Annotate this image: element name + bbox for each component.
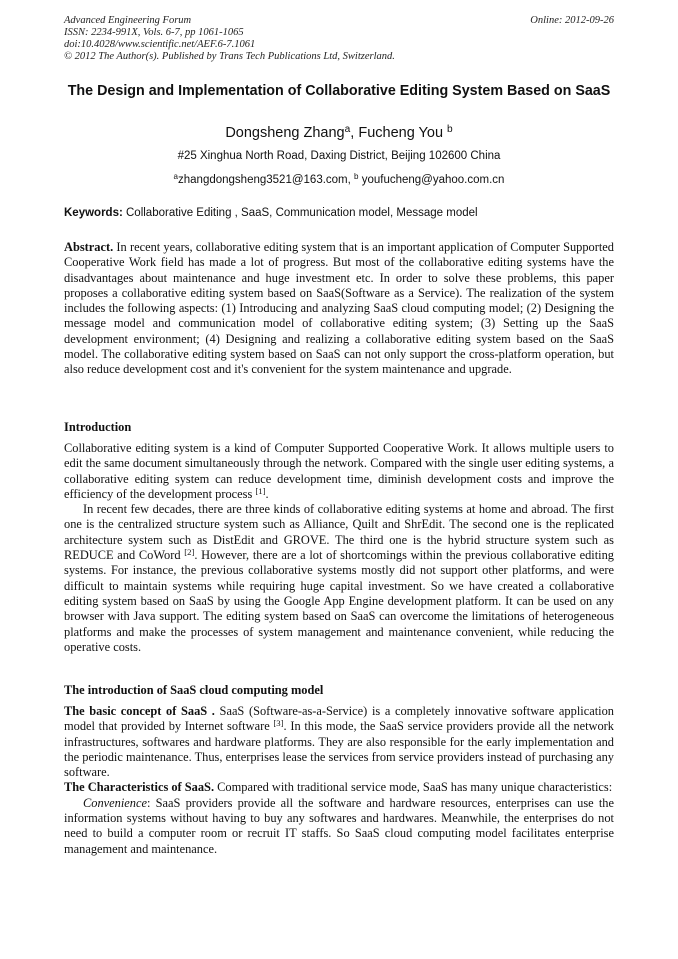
paragraph-text: . In this mode, the SaaS service providers provide all the network infrastructures, softwares and hardware platforms. They are also responsible for the early implementation and the periodic maintenance. Thus, enterprises lease the services from service providers instead of purchasing any software.	[64, 719, 615, 780]
introduction-body	[64, 441, 614, 655]
paragraph	[64, 502, 614, 655]
italic-term: Convenience	[83, 795, 147, 810]
author-address: #25 Xinghua North Road, Daxing District, Beijing 102600 China	[177, 150, 501, 162]
abstract-label: Abstract.	[64, 240, 114, 254]
email-link[interactable]: zhangdongsheng3521@163.com,	[178, 174, 355, 186]
section-heading-introduction: Introduction	[64, 420, 132, 434]
saas-body	[64, 704, 614, 857]
paragraph-text: Collaborative editing system is a kind of Computer Supported Cooperative Work. It allows multiple users to edit the same document simultaneously through the network. Compared with the single user editing systems, a collaborative editing system can reduce development time, diminish development costs and improve the efficiency of the development process	[64, 441, 614, 501]
doi-line: doi:10.4028/www.scientific.net/AEF.6-7.1061	[64, 39, 256, 50]
subsection-label: The Characteristics of SaaS.	[64, 780, 215, 795]
author-line	[64, 124, 614, 142]
paragraph-text: .	[265, 486, 269, 501]
copyright-line: © 2012 The Author(s). Published by Trans Tech Publications Ltd, Switzerland.	[64, 51, 395, 62]
affiliation-mark: b	[447, 124, 453, 136]
author-emails	[64, 173, 614, 187]
paragraph	[64, 441, 614, 502]
keywords	[64, 206, 614, 220]
author-name: Dongsheng Zhang	[225, 125, 345, 141]
issn-line: ISSN: 2234-991X, Vols. 6-7, pp 1061-1065	[64, 27, 244, 38]
citation[interactable]: [3]	[273, 718, 284, 729]
paragraph-text: . However, there are a lot of shortcomings within the previous collaborative editing systems. For instance, the previous collaborative systems mostly did not support other platforms, and were difficult to maintain systems while requiring huge capital investment. So we have created a collaborative editing system based on SaaS by using the Google App Engine development platform. It can be used on any browser with Java support. The editing system based on SaaS can overcome the limitations of heterogeneous platforms and make the processes of system management and maintenance convenient, while reducing the operative costs.	[64, 548, 614, 654]
affiliation-mark: b	[354, 172, 359, 182]
abstract-text: In recent years, collaborative editing system that is an important application of Computer Supported Cooperative Work field has made a lot of progress. But most of the collaborative editing systems have the disadvantages about maintenance and huge investment etc. In order to solve these problems, this paper proposes a collaborative editing system based on SaaS(Software as a Service). The realization of the system includes the following aspects: (1) Introducing and analyzing SaaS cloud computing model; (2) Designing the message model and communication model of collaborative editing system; (3) Setting up the SaaS development environment; (4) Designing and realizing a collaborative editing system based on the SaaS model. The collaborative editing system based on SaaS can not only support the cross-platform operation, but also reduce development cost and it's convenient for the system maintenance and upgrade.	[64, 240, 614, 377]
paper-title: The Design and Implementation of Collaborative Editing System Based on SaaS	[67, 83, 611, 99]
subsection-label: The basic concept of SaaS .	[64, 704, 215, 718]
paragraph-text: Compared with traditional service mode, SaaS has many unique characteristics:	[214, 780, 613, 795]
journal-header	[64, 15, 614, 63]
paragraph	[64, 780, 614, 795]
paragraph-text: SaaS (Software-as-a-Service) is a completely innovative software application model that provided by Internet software	[64, 704, 614, 734]
keywords-text: Collaborative Editing , SaaS, Communication model, Message model	[122, 207, 478, 219]
abstract	[64, 240, 614, 378]
paragraph-text: In recent few decades, there are three kinds of collaborative editing systems at home and abroad. The first one is the centralized structure system such as Alliance, Quilt and ShrEdit. The second one is the replicated architecture system such as DistEdit and GROVE. The third one is the hybrid structure system such as REDUCE and CoWord	[64, 502, 614, 563]
citation[interactable]: [2]	[184, 547, 195, 558]
citation[interactable]: [1]	[255, 486, 266, 496]
journal-name: Advanced Engineering Forum	[64, 15, 192, 26]
email-link[interactable]: youfucheng@yahoo.com.cn	[358, 174, 505, 186]
abstract-paragraph	[64, 240, 614, 378]
author-name: Fucheng You	[358, 125, 448, 141]
paragraph-text: : SaaS providers provide all the software and hardware resources, enterprises can use the information systems without having to buy any softwares and hardwares. Meanwhile, the enterprises do not need to build a computer room or recruit IT staffs. So SaaS cloud computing model facilitates enterprise management and maintenance.	[64, 795, 614, 856]
paragraph	[64, 704, 614, 780]
affiliation-mark: a	[173, 172, 179, 182]
paragraph	[64, 796, 614, 857]
keywords-label: Keywords:	[64, 207, 123, 219]
online-date: Online: 2012-09-26	[530, 15, 614, 26]
section-heading-saas: The introduction of SaaS cloud computing model	[64, 683, 324, 697]
author-separator: ,	[350, 125, 359, 141]
affiliation-mark: a	[344, 124, 351, 136]
